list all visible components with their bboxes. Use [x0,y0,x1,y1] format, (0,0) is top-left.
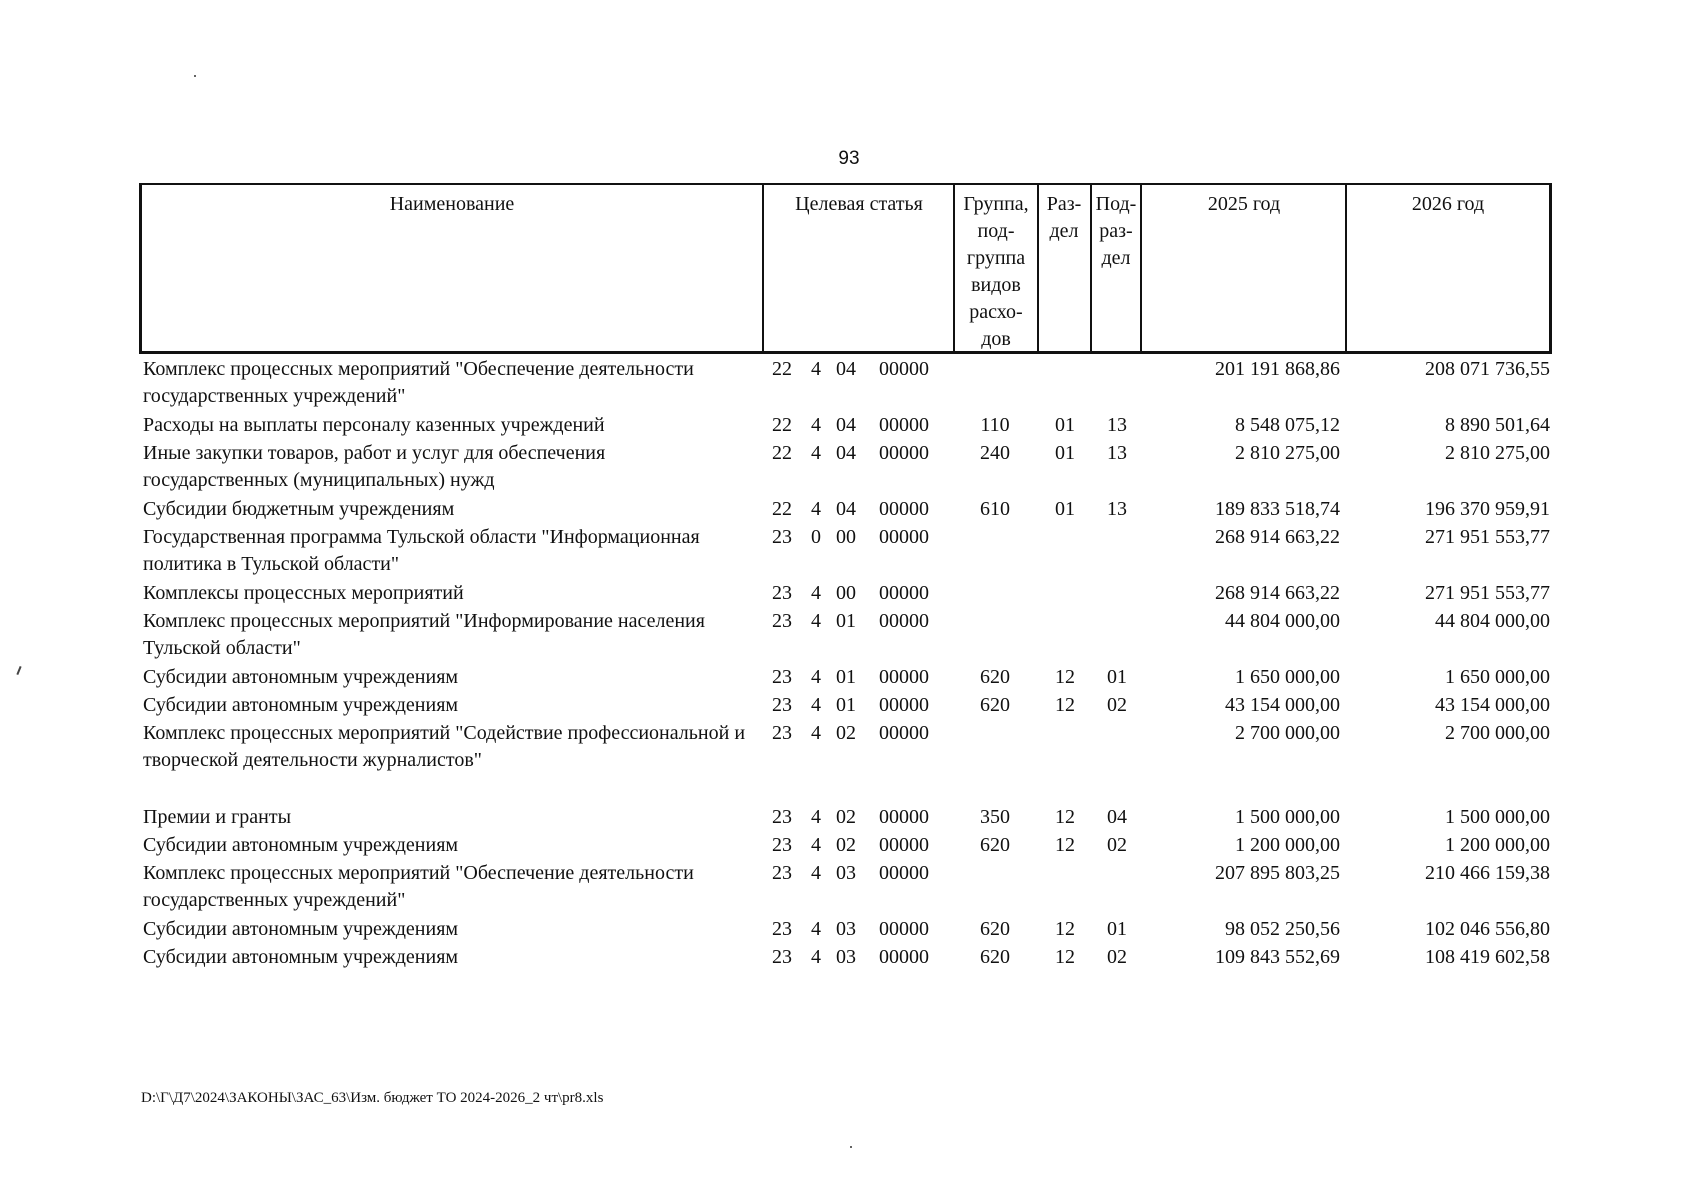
row-name: Премии и гранты [143,806,292,828]
amount-2026: 271 951 553,77 [1425,582,1550,604]
target-code-part: 02 [836,722,856,744]
subsection-code: 02 [1107,946,1127,968]
target-code-part: 23 [772,610,792,632]
target-code-part: 4 [811,666,821,688]
subsection-code: 13 [1107,498,1127,520]
target-code-part: 4 [811,582,821,604]
target-code-part: 00000 [879,946,929,968]
amount-2026: 108 419 602,58 [1425,946,1550,968]
target-code-part: 00 [836,582,856,604]
target-code-part: 00000 [879,862,929,884]
amount-2026: 8 890 501,64 [1445,414,1550,436]
target-code-part: 03 [836,946,856,968]
target-code-part: 23 [772,862,792,884]
target-code-part: 23 [772,526,792,548]
target-code-part: 00000 [879,694,929,716]
subsection-code: 04 [1107,806,1127,828]
group-code: 610 [980,498,1010,520]
group-code: 110 [980,414,1010,436]
target-code-part: 0 [811,526,821,548]
amount-2025: 189 833 518,74 [1215,498,1340,520]
target-code-part: 00000 [879,806,929,828]
target-code-part: 00000 [879,834,929,856]
scan-speck [194,75,196,77]
target-code-part: 00000 [879,498,929,520]
group-code: 620 [980,666,1010,688]
target-code-part: 23 [772,694,792,716]
amount-2026: 208 071 736,55 [1425,358,1550,380]
scan-speck [850,1146,852,1148]
target-code-part: 01 [836,610,856,632]
page-number: 93 [838,148,860,169]
target-code-part: 4 [811,358,821,380]
section-code: 12 [1055,946,1075,968]
amount-2026: 196 370 959,91 [1425,498,1550,520]
target-code-part: 4 [811,722,821,744]
target-code-part: 00000 [879,582,929,604]
target-code-part: 23 [772,806,792,828]
row-name: Комплекс процессных мероприятий "Обеспечение деятельности государственных учреждений" [143,862,694,911]
target-code-part: 4 [811,414,821,436]
amount-2026: 44 804 000,00 [1435,610,1550,632]
amount-2025: 2 810 275,00 [1235,442,1340,464]
target-code-part: 23 [772,834,792,856]
group-code: 620 [980,918,1010,940]
target-code-part: 00000 [879,722,929,744]
row-name: Субсидии автономным учреждениям [143,918,459,940]
group-code: 350 [980,806,1010,828]
subsection-code: 02 [1107,834,1127,856]
header-section: Раз- дел [1046,193,1082,242]
amount-2025: 268 914 663,22 [1215,526,1340,548]
group-code: 240 [980,442,1010,464]
row-name: Иные закупки товаров, работ и услуг для обеспечения государственных (муниципальных) нужд [143,442,606,491]
subsection-code: 02 [1107,694,1127,716]
amount-2025: 207 895 803,25 [1215,862,1340,884]
target-code-part: 4 [811,694,821,716]
target-code-part: 00000 [879,666,929,688]
target-code-part: 22 [772,414,792,436]
group-code: 620 [980,946,1010,968]
header-subsection: Под- раз- дел [1095,193,1137,269]
amount-2025: 1 650 000,00 [1235,666,1340,688]
row-name: Комплекс процессных мероприятий "Информирование населения Тульской области" [143,610,705,659]
header-year-2026: 2026 год [1411,193,1485,215]
subsection-code: 01 [1107,918,1127,940]
amount-2026: 1 500 000,00 [1445,806,1550,828]
amount-2025: 268 914 663,22 [1215,582,1340,604]
target-code-part: 00000 [879,526,929,548]
row-name: Субсидии бюджетным учреждениям [143,498,455,520]
row-name: Государственная программа Тульской области "Информационная политика в Тульской области" [143,526,700,575]
target-code-part: 00000 [879,918,929,940]
target-code-part: 4 [811,806,821,828]
amount-2025: 109 843 552,69 [1215,946,1340,968]
target-code-part: 03 [836,918,856,940]
section-code: 12 [1055,834,1075,856]
target-code-part: 00000 [879,414,929,436]
target-code-part: 00000 [879,442,929,464]
header-target: Целевая статья [795,193,923,215]
amount-2026: 1 200 000,00 [1445,834,1550,856]
amount-2026: 1 650 000,00 [1445,666,1550,688]
amount-2026: 210 466 159,38 [1425,862,1550,884]
row-name: Комплексы процессных мероприятий [143,582,464,604]
target-code-part: 01 [836,694,856,716]
amount-2026: 102 046 556,80 [1425,918,1550,940]
subsection-code: 01 [1107,666,1127,688]
section-code: 12 [1055,666,1075,688]
target-code-part: 22 [772,442,792,464]
subsection-code: 13 [1107,442,1127,464]
target-code-part: 02 [836,806,856,828]
subsection-code: 13 [1107,414,1127,436]
target-code-part: 00 [836,526,856,548]
target-code-part: 00000 [879,610,929,632]
amount-2026: 43 154 000,00 [1435,694,1550,716]
target-code-part: 23 [772,722,792,744]
row-name: Субсидии автономным учреждениям [143,694,459,716]
target-code-part: 22 [772,358,792,380]
target-code-part: 4 [811,498,821,520]
amount-2025: 44 804 000,00 [1225,610,1340,632]
amount-2026: 2 810 275,00 [1445,442,1550,464]
target-code-part: 02 [836,834,856,856]
target-code-part: 23 [772,946,792,968]
row-name: Субсидии автономным учреждениям [143,666,459,688]
target-code-part: 4 [811,946,821,968]
amount-2025: 2 700 000,00 [1235,722,1340,744]
section-code: 12 [1055,694,1075,716]
group-code: 620 [980,834,1010,856]
row-name: Комплекс процессных мероприятий "Обеспечение деятельности государственных учреждений" [143,358,694,407]
row-name: Субсидии автономным учреждениям [143,946,459,968]
target-code-part: 22 [772,498,792,520]
scan-mark [16,666,21,675]
target-code-part: 03 [836,862,856,884]
section-code: 12 [1055,918,1075,940]
row-name: Расходы на выплаты персоналу казенных учреждений [143,414,605,436]
amount-2025: 1 500 000,00 [1235,806,1340,828]
target-code-part: 04 [836,442,856,464]
group-code: 620 [980,694,1010,716]
amount-2025: 201 191 868,86 [1215,358,1340,380]
amount-2026: 2 700 000,00 [1445,722,1550,744]
target-code-part: 01 [836,666,856,688]
amount-2026: 271 951 553,77 [1425,526,1550,548]
header-year-2025: 2025 год [1207,193,1281,215]
target-code-part: 00000 [879,358,929,380]
file-path-footer: D:\Г\Д7\2024\ЗАКОНЫ\ЗАС_63\Изм. бюджет ТО 2024-2026_2 чт\pr8.xls [141,1090,604,1106]
target-code-part: 4 [811,862,821,884]
target-code-part: 23 [772,918,792,940]
amount-2025: 43 154 000,00 [1225,694,1340,716]
row-name: Комплекс процессных мероприятий "Содействие профессиональной и творческой деятельности журналистов" [143,722,746,771]
target-code-part: 04 [836,358,856,380]
amount-2025: 98 052 250,56 [1225,918,1340,940]
amount-2025: 1 200 000,00 [1235,834,1340,856]
target-code-part: 23 [772,582,792,604]
table-header [139,183,1552,354]
section-code: 12 [1055,806,1075,828]
amount-2025: 8 548 075,12 [1235,414,1340,436]
target-code-part: 04 [836,498,856,520]
target-code-part: 23 [772,666,792,688]
row-name: Субсидии автономным учреждениям [143,834,459,856]
target-code-part: 4 [811,834,821,856]
target-code-part: 4 [811,442,821,464]
header-name: Наименование [389,193,515,215]
target-code-part: 04 [836,414,856,436]
section-code: 01 [1055,414,1075,436]
section-code: 01 [1055,498,1075,520]
target-code-part: 4 [811,610,821,632]
section-code: 01 [1055,442,1075,464]
target-code-part: 4 [811,918,821,940]
header-group: Группа, под- группа видов расхо- дов [963,193,1029,350]
